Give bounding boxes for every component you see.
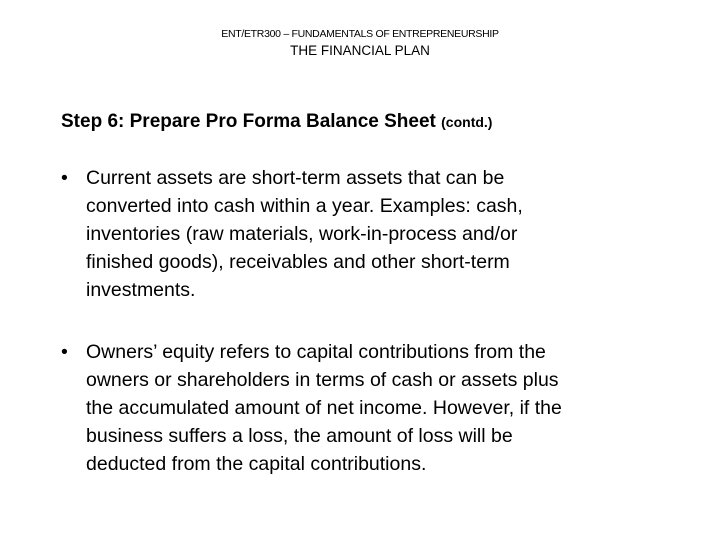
- step-heading: [61, 109, 492, 135]
- bullet-text: [86, 338, 701, 478]
- bullet-line: investments.: [86, 279, 196, 301]
- bullet-line: Owners’ equity refers to capital contributions from the: [86, 341, 546, 363]
- bullet-line: the accumulated amount of net income. However, if the: [86, 397, 562, 419]
- course-header: ENT/ETR300 – FUNDAMENTALS OF ENTREPRENEURSHIP: [221, 28, 499, 40]
- section-subtitle: THE FINANCIAL PLAN: [290, 43, 430, 58]
- bullet-line: inventories (raw materials, work-in-process and/or: [86, 223, 518, 245]
- bullet-owners-equity: [61, 338, 701, 478]
- bullet-current-assets: [61, 164, 701, 304]
- bullet-line: owners or shareholders in terms of cash or assets plus: [86, 369, 559, 391]
- step-heading-contd: (contd.): [441, 114, 493, 130]
- bullet-text: [86, 164, 701, 304]
- bullet-mark: •: [61, 167, 68, 189]
- step-heading-main: Step 6: Prepare Pro Forma Balance Sheet: [61, 111, 442, 132]
- bullet-line: finished goods), receivables and other short-term: [86, 251, 510, 273]
- bullet-mark: •: [61, 341, 68, 363]
- bullet-line: converted into cash within a year. Examples: cash,: [86, 195, 523, 217]
- bullet-line: deducted from the capital contributions.: [86, 453, 427, 475]
- bullet-line: business suffers a loss, the amount of loss will be: [86, 425, 513, 447]
- bullet-line: Current assets are short-term assets that can be: [86, 167, 505, 189]
